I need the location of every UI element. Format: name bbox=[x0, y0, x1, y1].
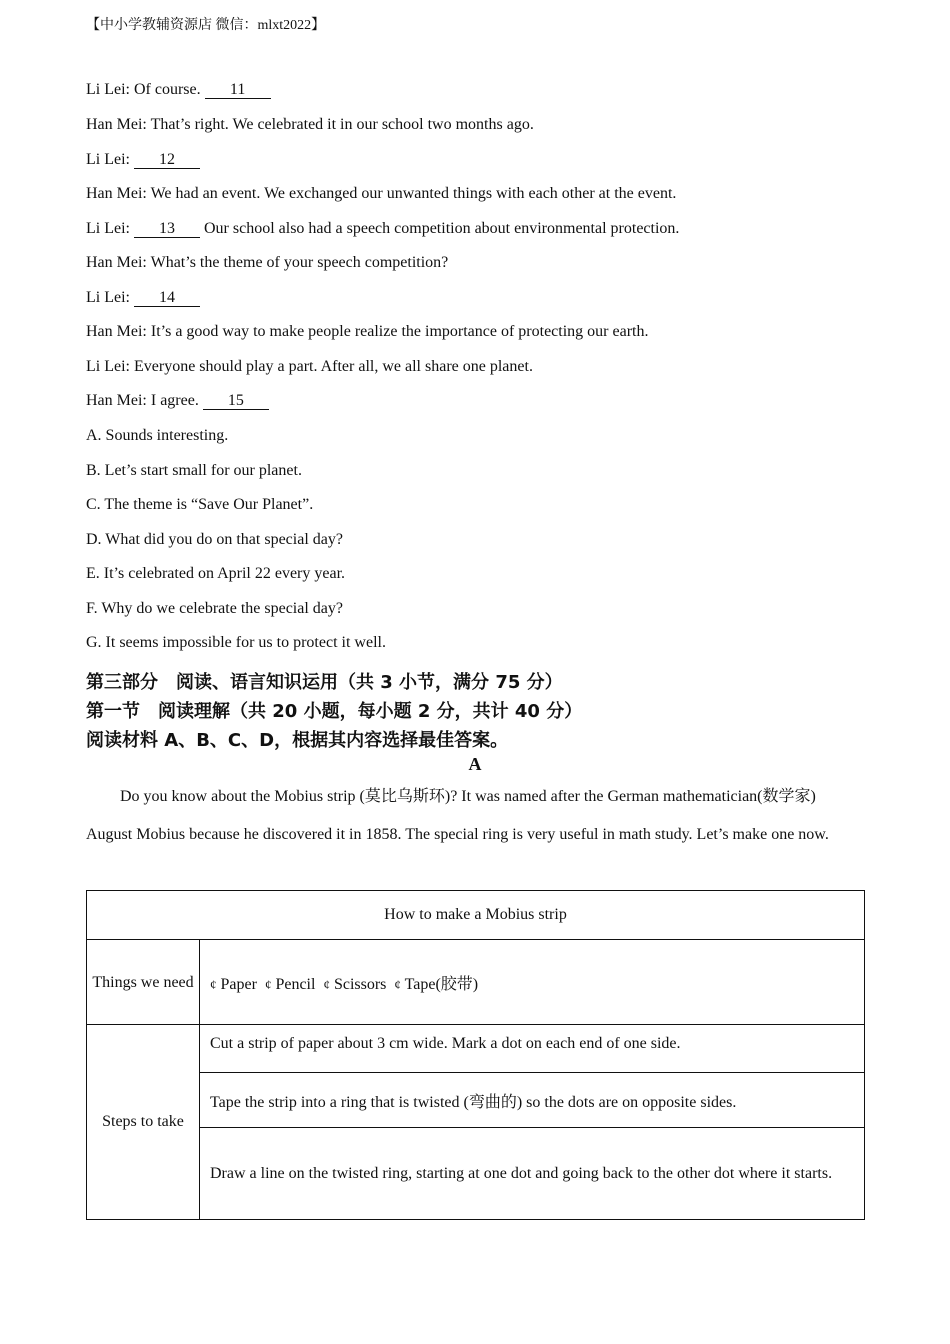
dialogue-text: What’s the theme of your speech competition? bbox=[150, 254, 449, 271]
material-item: Tape(胶带) bbox=[404, 975, 479, 993]
dialogue-line bbox=[86, 185, 676, 203]
speaker: Li Lei: bbox=[86, 220, 130, 237]
mobius-instructions-table bbox=[86, 890, 865, 1220]
dialogue-line bbox=[86, 392, 269, 410]
answer-blank: 15 bbox=[203, 393, 269, 410]
material-item: Pencil bbox=[275, 975, 316, 993]
checkbox-icon: ¢ bbox=[264, 976, 272, 992]
subsection-heading: 第一节 阅读理解（共 20 小题，每小题 2 分，共计 40 分） bbox=[86, 701, 583, 722]
dialogue-text: We had an event. We exchanged our unwanted things with each other at the event. bbox=[150, 185, 677, 202]
step-cell: Cut a strip of paper about 3 cm wide. Mark a dot on each end of one side. bbox=[200, 1025, 865, 1073]
dialogue-line bbox=[86, 220, 679, 238]
answer-blank: 12 bbox=[134, 152, 200, 169]
speaker: Li Lei: bbox=[86, 81, 130, 98]
steps-label: Steps to take bbox=[87, 1025, 200, 1220]
speaker: Li Lei: bbox=[86, 358, 130, 375]
step-cell: Draw a line on the twisted ring, starting at one dot and going back to the other dot where it starts. bbox=[200, 1128, 865, 1220]
dialogue-line bbox=[86, 323, 648, 341]
option-item: D. What did you do on that special day? bbox=[86, 531, 343, 548]
dialogue-text: Everyone should play a part. After all, we all share one planet. bbox=[133, 358, 533, 375]
table-title: How to make a Mobius strip bbox=[87, 891, 865, 940]
option-item: F. Why do we celebrate the special day? bbox=[86, 600, 343, 617]
checkbox-icon: ¢ bbox=[323, 976, 330, 992]
dialogue-line bbox=[86, 116, 534, 134]
dialogue-line bbox=[86, 151, 200, 169]
dialogue-line bbox=[86, 254, 448, 272]
speaker: Han Mei: bbox=[86, 185, 147, 202]
materials-list bbox=[200, 940, 865, 1025]
dialogue-text: I agree. bbox=[150, 392, 199, 409]
dialogue-line bbox=[86, 358, 533, 376]
speaker: Han Mei: bbox=[86, 323, 147, 340]
material-item: Paper bbox=[220, 975, 257, 993]
step-cell: Tape the strip into a ring that is twisted (弯曲的) so the dots are on opposite sides. bbox=[200, 1073, 865, 1128]
speaker: Li Lei: bbox=[86, 289, 130, 306]
passage-text: Do you know about the Mobius strip (莫比乌斯环)? It was named after the German mathematician(数学家) August Mobius because he discovered it in 1858. The special ring is very useful in math study. Let’s make one now. bbox=[86, 788, 829, 843]
dialogue-text: That’s right. We celebrated it in our school two months ago. bbox=[150, 116, 534, 133]
speaker: Han Mei: bbox=[86, 254, 147, 271]
option-item: C. The theme is “Save Our Planet”. bbox=[86, 496, 314, 513]
dialogue-line bbox=[86, 81, 271, 99]
material-item: Scissors bbox=[333, 975, 387, 993]
dialogue-text: Of course. bbox=[133, 81, 201, 98]
option-item: A. Sounds interesting. bbox=[86, 427, 229, 444]
dialogue-text: It’s a good way to make people realize the importance of protecting our earth. bbox=[150, 323, 649, 340]
speaker: Han Mei: bbox=[86, 116, 147, 133]
things-we-need-label: Things we need bbox=[87, 940, 200, 1025]
answer-blank: 13 bbox=[134, 221, 200, 238]
checkbox-icon: ¢ bbox=[394, 976, 401, 992]
dialogue-text: Our school also had a speech competition about environmental protection. bbox=[203, 220, 680, 237]
page-header: 【中小学教辅资源店 微信：mlxt2022】 bbox=[86, 18, 326, 33]
option-item: G. It seems impossible for us to protect it well. bbox=[86, 634, 386, 651]
speaker: Han Mei: bbox=[86, 392, 147, 409]
checkbox-icon: ¢ bbox=[210, 976, 217, 992]
answer-blank: 11 bbox=[205, 82, 271, 99]
passage-title: A bbox=[468, 754, 482, 774]
speaker: Li Lei: bbox=[86, 151, 130, 168]
dialogue-line bbox=[86, 289, 200, 307]
section-heading: 第三部分 阅读、语言知识运用（共 3 小节，满分 75 分） bbox=[86, 672, 563, 693]
option-item: B. Let’s start small for our planet. bbox=[86, 462, 302, 479]
option-item: E. It’s celebrated on April 22 every year. bbox=[86, 565, 346, 582]
instruction: 阅读材料 A、B、C、D，根据其内容选择最佳答案。 bbox=[86, 730, 509, 751]
answer-blank: 14 bbox=[134, 290, 200, 307]
